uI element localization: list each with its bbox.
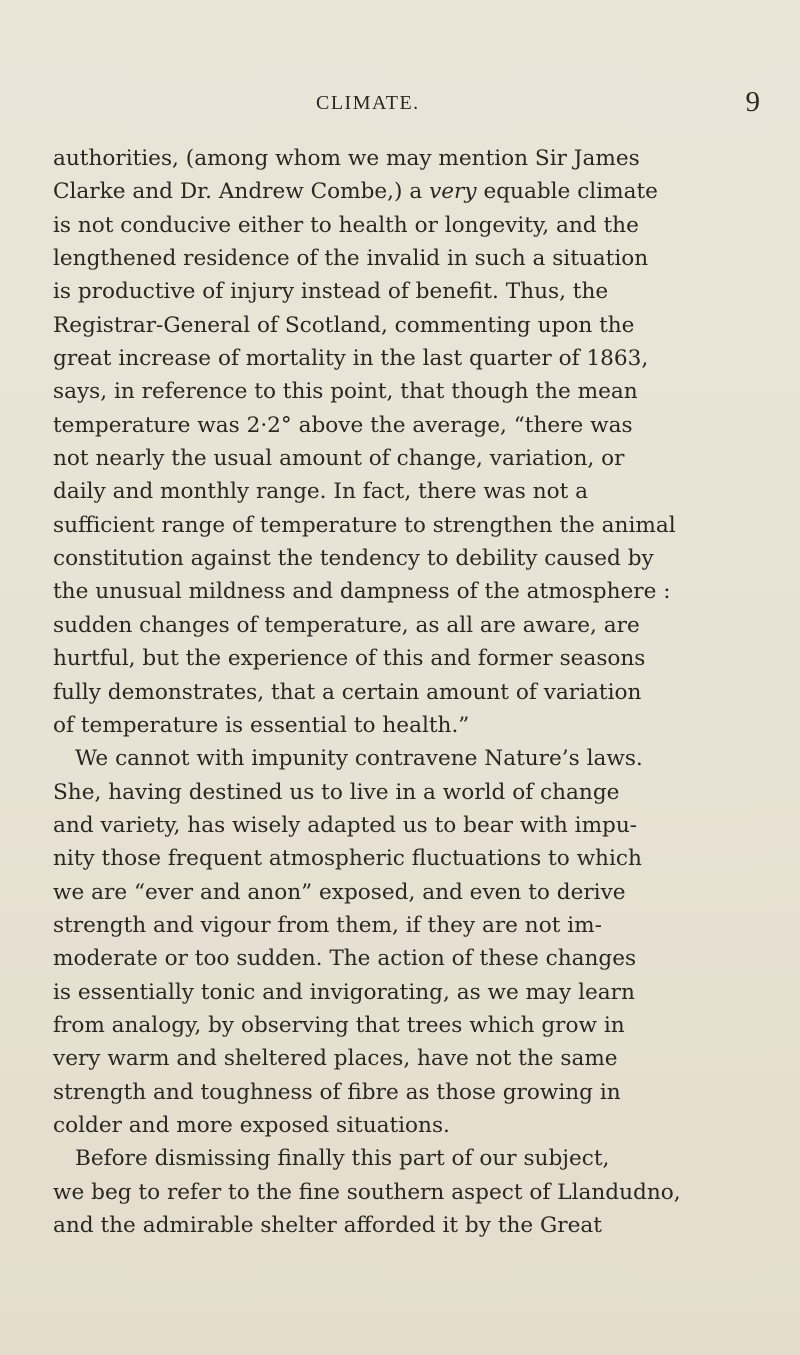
text-line: and the admirable shelter afforded it by the Great [53,1213,602,1238]
text-line: lengthened residence of the invalid in such a situation [53,246,649,272]
text-line: sufficient range of temperature to strengthen the animal [53,512,676,538]
text-line: strength and toughness of fibre as those growing in [53,1079,621,1105]
text-line: temperature was 2·2° above the average, “there was [53,412,633,438]
text-line: authorities, (among whom we may mention Sir James [53,146,640,171]
text-line: and variety, has wisely adapted us to bear with impu- [53,812,638,838]
text-line: Registrar-General of Scotland, commenting upon the [53,312,635,338]
text-line: daily and monthly range. In fact, there was not a [53,479,589,505]
text-line: moderate or too sudden. The action of these changes [53,946,637,972]
text-fragment: Clarke and Dr. Andrew Combe,) a [53,179,430,205]
text-line: we are “ever and anon” exposed, and even to derive [53,879,626,905]
text-line: from analogy, by observing that trees which grow in [53,1012,625,1038]
text-line: very warm and sheltered places, have not the same [53,1046,618,1072]
text-line: is essentially tonic and invigorating, as we may learn [53,979,635,1005]
text-line: great increase of mortality in the last quarter of 1863, [53,346,649,372]
text-line: fully demonstrates, that a certain amount of variation [53,679,642,705]
paragraph-start-line: Before dismissing finally this part of our subject, [75,1146,610,1172]
text-line: not nearly the usual amount of change, variation, or [53,446,625,472]
text-line: is not conducive either to health or longevity, and the [53,212,639,238]
text-line: strength and vigour from them, if they are not im- [53,912,602,938]
page-header [0,86,800,122]
running-head: CLIMATE. [316,92,420,114]
body-text [53,142,771,1242]
text-line: the unusual mildness and dampness of the atmosphere : [53,579,671,605]
text-line: hurtful, but the experience of this and former seasons [53,646,646,672]
emphasis-word: very [429,179,477,205]
text-line: of temperature is essential to health.” [53,712,470,738]
page-number: 9 [745,86,760,118]
text-line: nity those frequent atmospheric fluctuations to which [53,846,642,872]
text-line [53,175,771,208]
text-line: we beg to refer to the fine southern aspect of Llandudno, [53,1179,681,1205]
text-line: says, in reference to this point, that though the mean [53,379,638,405]
text-line: sudden changes of temperature, as all are aware, are [53,612,640,638]
text-line: is productive of injury instead of benefit. Thus, the [53,279,609,305]
paragraph-start-line: We cannot with impunity contravene Nature’s laws. [75,746,643,772]
text-fragment: equable climate [476,179,658,205]
text-line: She, having destined us to live in a world of change [53,779,620,805]
text-line: colder and more exposed situations. [53,1112,450,1138]
text-line: constitution against the tendency to debility caused by [53,546,654,572]
